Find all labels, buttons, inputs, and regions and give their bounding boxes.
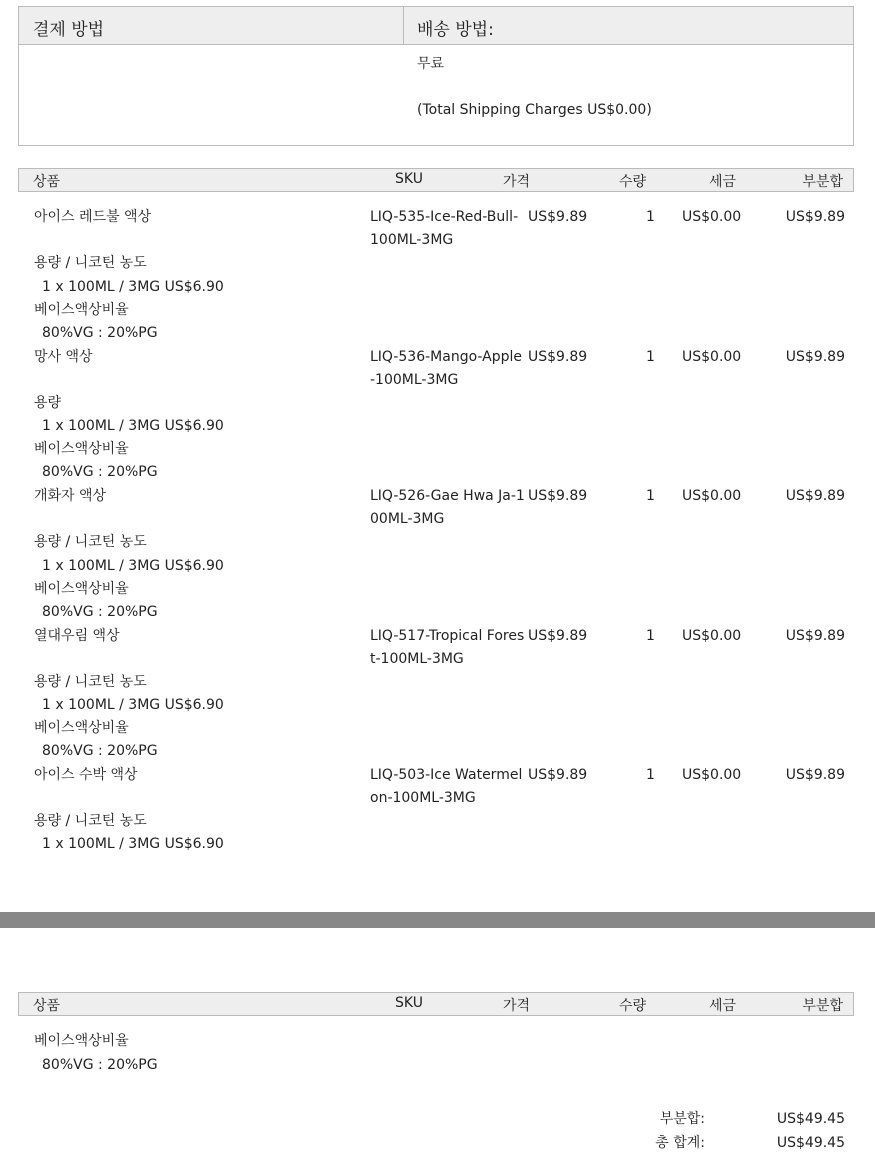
option-label: 베이스액상비율 [34,720,129,736]
subtotal-label: 부분합: [659,1111,705,1127]
item-name: 망사 액상 [34,349,93,365]
shipping-charges: (Total Shipping Charges US$0.00) [417,102,652,118]
shipping-method-title: 배송 방법: [417,20,494,40]
header-price: 가격 [503,174,531,190]
item-tax: US$0.00 [682,767,742,783]
option-label: 용량 [34,395,62,411]
grand-total-value: US$49.45 [776,1135,845,1151]
shipping-method-value: 무료 [417,56,445,72]
item-subtotal: US$9.89 [785,628,845,644]
item-sku: LIQ-535-Ice-Red-Bull-100ML-3MG [370,209,519,248]
item-name: 아이스 수박 액상 [34,767,138,783]
header-tax: 세금 [709,998,737,1014]
item-sku: LIQ-517-Tropical Forest-100ML-3MG [370,628,525,667]
header-qty: 수량 [619,174,647,190]
item-name: 개화자 액상 [34,488,107,504]
item-price: US$9.89 [528,349,588,365]
page-break-bar [0,912,875,928]
header-sku: SKU [395,995,423,1011]
option-value: 1 x 100ML / 3MG US$6.90 [42,697,224,713]
item-price: US$9.89 [528,767,588,783]
item-tax: US$0.00 [682,488,742,504]
item-subtotal: US$9.89 [785,209,845,225]
option-label: 용량 / 니코틴 농도 [34,534,147,550]
option-label: 베이스액상비율 [34,1033,129,1049]
option-value: 1 x 100ML / 3MG US$6.90 [42,836,224,852]
item-name: 아이스 레드불 액상 [34,209,152,225]
option-label: 베이스액상비율 [34,581,129,597]
item-tax: US$0.00 [682,628,742,644]
product-table-header [18,992,854,1016]
subtotal-value: US$49.45 [776,1111,845,1127]
header-price: 가격 [503,998,531,1014]
header-sku: SKU [395,171,423,187]
item-sku: LIQ-503-Ice Watermelon-100ML-3MG [370,767,523,806]
option-label: 용량 / 니코틴 농도 [34,674,147,690]
item-qty: 1 [646,767,655,783]
option-value: 80%VG : 20%PG [42,743,158,759]
payment-shipping-header [19,7,853,45]
option-value: 80%VG : 20%PG [42,325,158,341]
header-product: 상품 [33,998,61,1014]
option-value: 80%VG : 20%PG [42,464,158,480]
item-subtotal: US$9.89 [785,488,845,504]
payment-method-title: 결제 방법 [33,20,105,40]
header-subtotal: 부분합 [802,998,843,1014]
item-price: US$9.89 [528,488,588,504]
option-value: 80%VG : 20%PG [42,604,158,620]
header-subtotal: 부분합 [802,174,843,190]
item-qty: 1 [646,488,655,504]
option-label: 용량 / 니코틴 농도 [34,255,147,271]
option-value: 1 x 100ML / 3MG US$6.90 [42,418,224,434]
item-subtotal: US$9.89 [785,349,845,365]
grand-total-label: 총 합계: [655,1135,705,1151]
item-qty: 1 [646,209,655,225]
header-divider [403,7,404,45]
option-label: 용량 / 니코틴 농도 [34,813,147,829]
header-tax: 세금 [709,174,737,190]
item-name: 열대우림 액상 [34,628,120,644]
option-label: 베이스액상비율 [34,302,129,318]
item-sku: LIQ-526-Gae Hwa Ja-100ML-3MG [370,488,525,527]
option-value: 1 x 100ML / 3MG US$6.90 [42,279,224,295]
header-qty: 수량 [619,998,647,1014]
payment-shipping-box [18,6,854,146]
item-price: US$9.89 [528,209,588,225]
header-product: 상품 [33,174,61,190]
product-table-header [18,168,854,192]
item-tax: US$0.00 [682,349,742,365]
item-qty: 1 [646,628,655,644]
option-value: 80%VG : 20%PG [42,1057,158,1073]
item-price: US$9.89 [528,628,588,644]
item-tax: US$0.00 [682,209,742,225]
option-label: 베이스액상비율 [34,441,129,457]
item-qty: 1 [646,349,655,365]
item-sku: LIQ-536-Mango-Apple-100ML-3MG [370,349,523,388]
option-value: 1 x 100ML / 3MG US$6.90 [42,558,224,574]
item-subtotal: US$9.89 [785,767,845,783]
